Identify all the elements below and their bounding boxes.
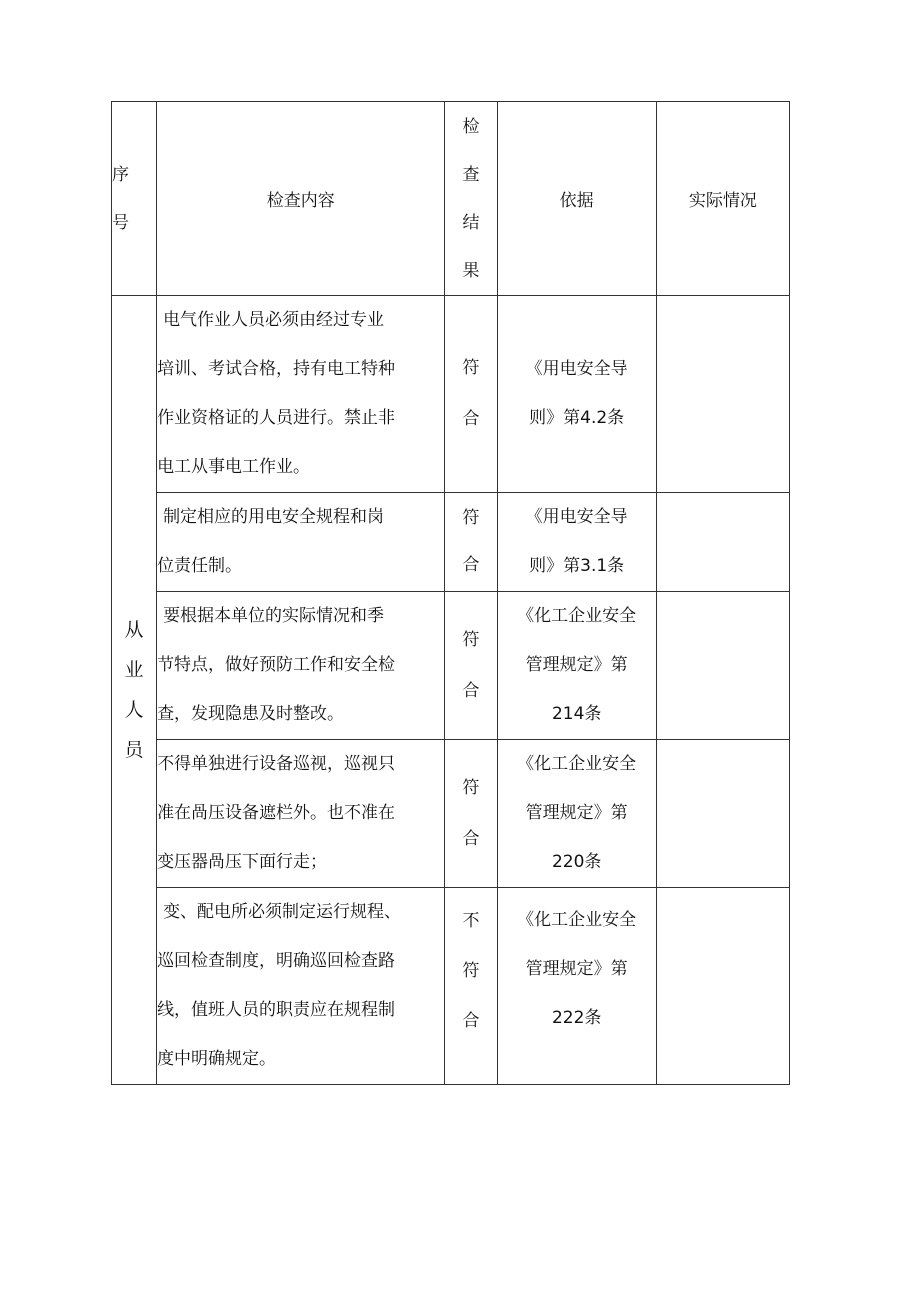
basis-cell bbox=[497, 493, 656, 592]
header-actual: 实际情况 bbox=[656, 102, 789, 296]
content-cell bbox=[157, 592, 445, 740]
content-line: 变、配电所必须制定运行规程、 bbox=[163, 902, 402, 922]
result-char: 符 bbox=[462, 777, 480, 798]
content-line: 变压器咼压下面行走； bbox=[157, 852, 328, 872]
basis-cell bbox=[497, 740, 656, 888]
result-char: 合 bbox=[462, 555, 480, 575]
actual-cell bbox=[656, 592, 789, 740]
basis-line: 管理规定》第 bbox=[525, 655, 628, 675]
table-row bbox=[112, 592, 790, 740]
content-line: 查，发现隐患及时整改。 bbox=[157, 704, 345, 724]
content-line: 线，值班人员的职责应在规程制 bbox=[157, 1000, 396, 1020]
result-cell bbox=[445, 888, 497, 1085]
basis-line: 《用电安全导 bbox=[525, 359, 628, 379]
content-line: 要根据本单位的实际情况和季 bbox=[163, 606, 385, 626]
header-seq-char: 号 bbox=[112, 212, 129, 233]
basis-line: 214条 bbox=[551, 704, 602, 724]
group-label-char: 人 bbox=[124, 699, 144, 721]
group-label-char: 业 bbox=[124, 659, 144, 681]
result-char: 合 bbox=[462, 1011, 480, 1031]
header-seq bbox=[112, 102, 157, 296]
result-char: 合 bbox=[462, 680, 480, 701]
basis-cell bbox=[497, 296, 656, 493]
content-cell bbox=[157, 740, 445, 888]
content-line: 不得单独进行设备巡视，巡视只 bbox=[157, 754, 396, 774]
basis-line: 《化工企业安全 bbox=[517, 910, 637, 930]
content-cell bbox=[157, 296, 445, 493]
result-char: 符 bbox=[462, 629, 480, 650]
table-row bbox=[112, 740, 790, 888]
actual-cell bbox=[656, 888, 789, 1085]
result-cell bbox=[445, 296, 497, 493]
content-line: 准在咼压设备遮栏外。也不准在 bbox=[157, 803, 396, 823]
content-line: 电工从事电工作业。 bbox=[157, 457, 311, 477]
result-cell bbox=[445, 493, 497, 592]
basis-cell bbox=[497, 888, 656, 1085]
content-line: 节特点，做好预防工作和安全检 bbox=[157, 655, 396, 675]
result-char: 符 bbox=[462, 961, 480, 981]
header-content: 检查内容 bbox=[157, 102, 445, 296]
header-basis: 依据 bbox=[497, 102, 656, 296]
result-char: 不 bbox=[462, 911, 480, 931]
actual-cell bbox=[656, 493, 789, 592]
content-line: 位责任制。 bbox=[157, 556, 243, 576]
basis-line: 则》第3.1条 bbox=[529, 556, 625, 576]
result-char: 合 bbox=[462, 828, 480, 849]
content-line: 培训、考试合格，持有电工特种 bbox=[157, 359, 396, 379]
group-label-char: 从 bbox=[124, 619, 144, 641]
header-result-char: 结 bbox=[462, 212, 480, 233]
basis-line: 管理规定》第 bbox=[525, 959, 628, 979]
header-result-char: 果 bbox=[462, 260, 480, 281]
result-char: 符 bbox=[462, 358, 480, 378]
actual-cell bbox=[656, 296, 789, 493]
content-line: 作业资格证的人员进行。禁止非 bbox=[157, 408, 396, 428]
header-result bbox=[445, 102, 497, 296]
basis-line: 《化工企业安全 bbox=[517, 754, 637, 774]
content-line: 制定相应的用电安全规程和岗 bbox=[163, 507, 385, 527]
basis-line: 管理规定》第 bbox=[525, 803, 628, 823]
content-cell bbox=[157, 493, 445, 592]
content-line: 巡回检查制度，明确巡回检查路 bbox=[157, 951, 396, 971]
table-row bbox=[112, 493, 790, 592]
header-result-char: 查 bbox=[462, 164, 480, 185]
result-char: 合 bbox=[462, 409, 480, 429]
basis-line: 222条 bbox=[551, 1008, 602, 1028]
basis-line: 220条 bbox=[551, 852, 602, 872]
actual-cell bbox=[656, 740, 789, 888]
basis-cell bbox=[497, 592, 656, 740]
table-row bbox=[112, 296, 790, 493]
table-header-row bbox=[112, 102, 790, 296]
basis-line: 则》第4.2条 bbox=[529, 408, 625, 428]
basis-line: 《用电安全导 bbox=[525, 507, 628, 527]
header-seq-char: 序 bbox=[112, 164, 129, 185]
group-label-cell bbox=[112, 296, 157, 1085]
content-line: 度中明确规定。 bbox=[157, 1049, 277, 1069]
content-line: 电气作业人员必须由经过专业 bbox=[163, 310, 385, 330]
result-cell bbox=[445, 740, 497, 888]
table-row bbox=[112, 888, 790, 1085]
content-cell bbox=[157, 888, 445, 1085]
result-cell bbox=[445, 592, 497, 740]
group-label-char: 员 bbox=[124, 739, 144, 761]
basis-line: 《化工企业安全 bbox=[517, 606, 637, 626]
inspection-table bbox=[111, 101, 790, 1085]
header-result-char: 检 bbox=[462, 116, 480, 137]
result-char: 符 bbox=[462, 508, 480, 528]
